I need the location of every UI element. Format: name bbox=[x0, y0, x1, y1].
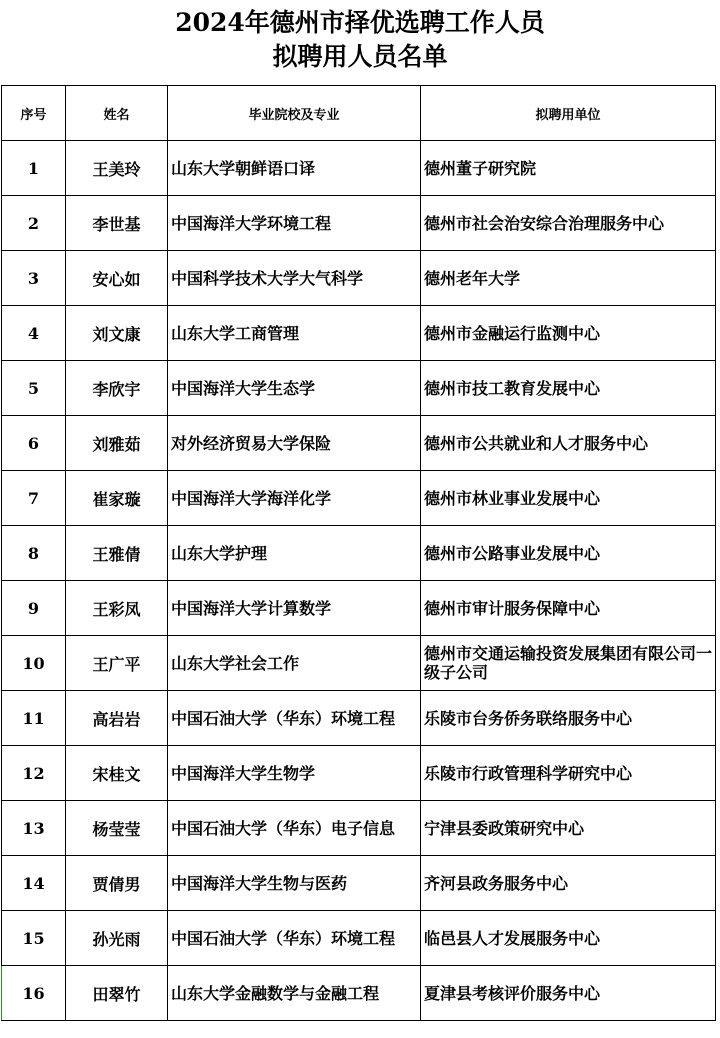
cell-unit: 德州市林业事业发展中心 bbox=[421, 471, 716, 526]
table-row bbox=[2, 141, 716, 196]
cell-name: 安心如 bbox=[66, 251, 168, 306]
cell-unit: 齐河县政务服务中心 bbox=[421, 856, 716, 911]
cell-unit: 德州老年大学 bbox=[421, 251, 716, 306]
table-row bbox=[2, 966, 716, 1021]
cell-school: 中国石油大学（华东）电子信息 bbox=[168, 801, 421, 856]
cell-unit: 德州市技工教育发展中心 bbox=[421, 361, 716, 416]
cell-school: 中国石油大学（华东）环境工程 bbox=[168, 691, 421, 746]
cell-school: 中国海洋大学生态学 bbox=[168, 361, 421, 416]
cell-school: 山东大学金融数学与金融工程 bbox=[168, 966, 421, 1021]
cell-unit: 德州市公共就业和人才服务中心 bbox=[421, 416, 716, 471]
cell-name: 崔家璇 bbox=[66, 471, 168, 526]
title-line-1: 2024年德州市择优选聘工作人员 bbox=[175, 8, 545, 37]
cell-unit: 德州市审计服务保障中心 bbox=[421, 581, 716, 636]
title-line-2: 拟聘用人员名单 bbox=[272, 42, 448, 71]
cell-school: 中国海洋大学海洋化学 bbox=[168, 471, 421, 526]
header-unit: 拟聘用单位 bbox=[421, 86, 716, 141]
cell-unit: 宁津县委政策研究中心 bbox=[421, 801, 716, 856]
cell-school: 中国石油大学（华东）环境工程 bbox=[168, 911, 421, 966]
cell-no: 4 bbox=[2, 306, 66, 361]
cell-unit: 夏津县考核评价服务中心 bbox=[421, 966, 716, 1021]
cell-name: 王美玲 bbox=[66, 141, 168, 196]
table-row bbox=[2, 856, 716, 911]
cell-name: 田翠竹 bbox=[66, 966, 168, 1021]
cell-school: 中国海洋大学环境工程 bbox=[168, 196, 421, 251]
cell-name: 孙光雨 bbox=[66, 911, 168, 966]
cell-school: 中国海洋大学计算数学 bbox=[168, 581, 421, 636]
cell-unit: 临邑县人才发展服务中心 bbox=[421, 911, 716, 966]
table-row bbox=[2, 526, 716, 581]
cell-name: 高岩岩 bbox=[66, 691, 168, 746]
cell-name: 贾倩男 bbox=[66, 856, 168, 911]
table-row bbox=[2, 691, 716, 746]
cell-no: 14 bbox=[2, 856, 66, 911]
header-school: 毕业院校及专业 bbox=[168, 86, 421, 141]
cell-no: 6 bbox=[2, 416, 66, 471]
cell-school: 山东大学朝鲜语口译 bbox=[168, 141, 421, 196]
cell-no: 13 bbox=[2, 801, 66, 856]
table-row bbox=[2, 251, 716, 306]
roster-table bbox=[1, 85, 716, 1021]
table-row bbox=[2, 801, 716, 856]
cell-unit: 德州市公路事业发展中心 bbox=[421, 526, 716, 581]
table-row bbox=[2, 361, 716, 416]
document-title bbox=[0, 0, 720, 74]
table-row bbox=[2, 581, 716, 636]
cell-school: 山东大学工商管理 bbox=[168, 306, 421, 361]
table-row bbox=[2, 636, 716, 691]
cell-unit: 乐陵市行政管理科学研究中心 bbox=[421, 746, 716, 801]
cell-no: 11 bbox=[2, 691, 66, 746]
table-row bbox=[2, 196, 716, 251]
cell-name: 刘雅茹 bbox=[66, 416, 168, 471]
header-name: 姓名 bbox=[66, 86, 168, 141]
table-row bbox=[2, 911, 716, 966]
cell-school: 对外经济贸易大学保险 bbox=[168, 416, 421, 471]
cell-unit: 德州市金融运行监测中心 bbox=[421, 306, 716, 361]
cell-no: 3 bbox=[2, 251, 66, 306]
cell-school: 中国科学技术大学大气科学 bbox=[168, 251, 421, 306]
cell-school: 中国海洋大学生物学 bbox=[168, 746, 421, 801]
header-no: 序号 bbox=[2, 86, 66, 141]
cell-no: 7 bbox=[2, 471, 66, 526]
cell-unit: 德州市社会治安综合治理服务中心 bbox=[421, 196, 716, 251]
cell-no: 10 bbox=[2, 636, 66, 691]
table-row bbox=[2, 416, 716, 471]
cell-no: 8 bbox=[2, 526, 66, 581]
cell-no: 12 bbox=[2, 746, 66, 801]
table-row bbox=[2, 746, 716, 801]
cell-name: 杨莹莹 bbox=[66, 801, 168, 856]
cell-no: 9 bbox=[2, 581, 66, 636]
cell-no: 16 bbox=[2, 966, 66, 1021]
cell-school: 山东大学护理 bbox=[168, 526, 421, 581]
cell-unit: 德州市交通运输投资发展集团有限公司一级子公司 bbox=[421, 636, 716, 691]
cell-name: 李世基 bbox=[66, 196, 168, 251]
table-row bbox=[2, 306, 716, 361]
cell-name: 王雅倩 bbox=[66, 526, 168, 581]
cell-school: 中国海洋大学生物与医药 bbox=[168, 856, 421, 911]
cell-name: 王广平 bbox=[66, 636, 168, 691]
cell-name: 刘文康 bbox=[66, 306, 168, 361]
cell-no: 5 bbox=[2, 361, 66, 416]
cell-name: 宋桂文 bbox=[66, 746, 168, 801]
cell-unit: 德州董子研究院 bbox=[421, 141, 716, 196]
table-row bbox=[2, 471, 716, 526]
cell-no: 2 bbox=[2, 196, 66, 251]
cell-school: 山东大学社会工作 bbox=[168, 636, 421, 691]
cell-name: 李欣宇 bbox=[66, 361, 168, 416]
cell-name: 王彩凤 bbox=[66, 581, 168, 636]
cell-no: 15 bbox=[2, 911, 66, 966]
cell-unit: 乐陵市台务侨务联络服务中心 bbox=[421, 691, 716, 746]
cell-no: 1 bbox=[2, 141, 66, 196]
table-header-row bbox=[2, 86, 716, 141]
